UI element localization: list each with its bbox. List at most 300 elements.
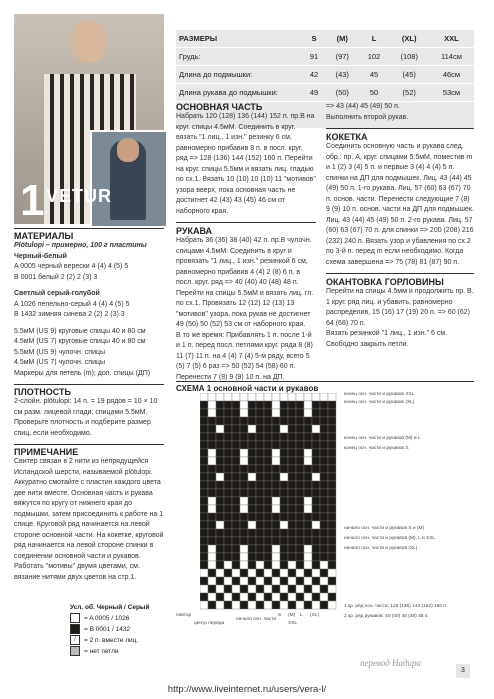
materials-sub: Plötulopi – примерно, 100 г пластины: [14, 242, 147, 249]
chart-cell: [280, 585, 288, 593]
chart-cell: [280, 417, 288, 425]
size-value: 46см: [429, 66, 474, 84]
chart-cell: [312, 545, 320, 553]
chart-cell: [264, 425, 272, 433]
color-b1: A 1026 пепельно-серый 4 (4) 4 (5) 5: [14, 300, 130, 308]
body-text: Набрать 120 (128) 136 (144) 152 п. пр.В на круг. спицы 4.5мМ. Соединить в круг. вязать "1 лиц., 1 изн." резинку 6 см, равномерно прибавив 8 п. в посл. круг. ряд => 128 (136) 144 (152) 160 п. Перейти на круг. спицы 5.5мм и вязать лиц. гладью по сх.1. Вязать 10 (10) 10 (10) 11 "мотивов" узора вверх, пока основная часть не достигнет 42 (43) 43 (45) 46 см от наборного края.: [176, 113, 316, 215]
chart-cell: [256, 505, 264, 513]
chart-cell: [264, 577, 272, 585]
chart-cell: [216, 417, 224, 425]
chart-cell: [328, 425, 336, 433]
chart-cell: [256, 457, 264, 465]
chart-cell: [224, 545, 232, 553]
chart-cell: [208, 505, 216, 513]
chart-cell: [272, 537, 280, 545]
chart-cell: [304, 401, 312, 409]
chart-cell: [320, 585, 328, 593]
chart-cell: [320, 449, 328, 457]
chart-label: конец осн. части и рукавов (XL): [344, 400, 415, 405]
chart-cell: [328, 449, 336, 457]
chart-label: конец осн. части и рукавов XXL: [344, 392, 415, 397]
chart-cell: [216, 505, 224, 513]
chart-label: начало осн. части и рукавов (XL): [344, 546, 418, 551]
chart-cell: [320, 465, 328, 473]
chart-cell: [328, 593, 336, 601]
chart-cell: [256, 577, 264, 585]
size-value: 49: [302, 84, 326, 102]
chart-cell: [208, 473, 216, 481]
chart-cell: [240, 481, 248, 489]
chart-cell: [240, 513, 248, 521]
legend-swatch-grey: [70, 646, 80, 656]
chart-cell: [208, 521, 216, 529]
chart-cell: [280, 393, 288, 401]
chart-cell: [272, 417, 280, 425]
chart-cell: [320, 457, 328, 465]
chart-cell: [256, 401, 264, 409]
chart-cell: [296, 521, 304, 529]
size-value: 91: [302, 48, 326, 66]
chart-cell: [200, 513, 208, 521]
chart-cell: [248, 529, 256, 537]
chart-cell: [240, 457, 248, 465]
chart-cell: [256, 529, 264, 537]
child-head: [117, 138, 139, 162]
chart-cell: [232, 545, 240, 553]
chart-cell: [224, 481, 232, 489]
chart-cell: [216, 521, 224, 529]
chart-cell: [288, 537, 296, 545]
chart-bottom-labels: [176, 613, 346, 639]
chart-cell: [288, 577, 296, 585]
decrease-icon: /: [70, 635, 80, 645]
chart-cell: [208, 433, 216, 441]
chart-cell: [288, 433, 296, 441]
chart-cell: [320, 497, 328, 505]
chart-cell: [272, 593, 280, 601]
chart-cell: [232, 577, 240, 585]
legend-swatch-black: [70, 624, 80, 634]
chart-cell: [200, 577, 208, 585]
chart-cell: [304, 545, 312, 553]
chart-bottom-label: S: [278, 613, 282, 618]
chart-cell: [208, 489, 216, 497]
chart-cell: [328, 441, 336, 449]
chart-cell: [312, 561, 320, 569]
chart-cell: [200, 449, 208, 457]
chart-cell: [208, 417, 216, 425]
chart-cell: [296, 577, 304, 585]
chart-cell: [248, 401, 256, 409]
chart-cell: [280, 409, 288, 417]
chart-cell: [216, 409, 224, 417]
chart-cell: [232, 393, 240, 401]
chart-cell: [312, 593, 320, 601]
chart-cell: [312, 393, 320, 401]
chart-cell: [280, 449, 288, 457]
size-value: (97): [326, 48, 358, 66]
divider: [176, 381, 474, 382]
chart-cell: [272, 553, 280, 561]
chart-cell: [272, 425, 280, 433]
chart-cell: [200, 401, 208, 409]
chart-cell: [280, 521, 288, 529]
size-value: (43): [326, 66, 358, 84]
chart-cell: [216, 545, 224, 553]
chart-cell: [264, 433, 272, 441]
legend-item: = 2 п. вместе лиц.: [84, 637, 139, 644]
chart-cell: [312, 489, 320, 497]
chart-cell: [240, 465, 248, 473]
chart-bottom-label: центр переда: [194, 621, 225, 626]
chart-cell: [280, 401, 288, 409]
chart-cell: [216, 465, 224, 473]
chart-cell: [304, 537, 312, 545]
chart-cell: [312, 457, 320, 465]
chart-cell: [216, 497, 224, 505]
knitting-chart: [200, 393, 340, 613]
chart-cell: [232, 409, 240, 417]
chart-cell: [288, 585, 296, 593]
chart-cell: [328, 409, 336, 417]
chart-cell: [200, 561, 208, 569]
note-title: ПРИМЕЧАНИЕ: [14, 447, 79, 457]
chart-cell: [304, 417, 312, 425]
chart-cell: [320, 545, 328, 553]
chart-cell: [288, 561, 296, 569]
chart-cell: [280, 465, 288, 473]
chart-cell: [312, 433, 320, 441]
chart-cell: [208, 529, 216, 537]
chart-cell: [304, 393, 312, 401]
chart-cell: [320, 393, 328, 401]
chart-cell: [232, 497, 240, 505]
chart-cell: [216, 513, 224, 521]
chart-cell: [264, 449, 272, 457]
chart-cell: [320, 409, 328, 417]
chart-cell: [280, 497, 288, 505]
legend-title: Усл. об. Черный / Серый: [70, 604, 150, 611]
chart-cell: [272, 529, 280, 537]
chart-bottom-label: XXL: [288, 621, 298, 626]
chart-cell: [264, 601, 272, 609]
chart-cell: [216, 393, 224, 401]
chart-cell: [256, 409, 264, 417]
chart-cell: [288, 465, 296, 473]
chart-cell: [240, 561, 248, 569]
chart-cell: [256, 497, 264, 505]
chart-cell: [240, 545, 248, 553]
chart-cell: [312, 465, 320, 473]
chart-cell: [328, 457, 336, 465]
chart-cell: [256, 417, 264, 425]
chart-cell: [288, 417, 296, 425]
chart-cell: [320, 569, 328, 577]
chart-legend: [70, 602, 149, 657]
yoke-text: Соединить основную часть и рукава след. обр.: пр. А, круг. спицами 5.5мМ, поместив m и 1 (2) 3 (4) 5 п. и первые 3 (4) 4 (4) 5 п. спинки на ДП для подмышек. Лиц. 43 (44) 45 (49) 50 п. 1-го рукава. Лиц. 57 (60) 63 (67) 70 п. основ. части. Перенести следующие 7 (8) 9 (9) 10 п. основ. части на ДП для подмышек. Лиц. 43 (44) 45 (49) 50 п. 2-го рукава. Лиц. 57 (60) 63 (67) 70 п. для спинки => 200 (208) 216 (232) 240 п. Вязать узор и убавления по сх.2 по 3-й п. перед m если необходимо. Когда схема завершена => 75 (78) 81 (87) 90 п.: [326, 143, 474, 266]
chart-cell: [296, 553, 304, 561]
middle-column: [176, 102, 316, 383]
chart-cell: [240, 601, 248, 609]
chart-cell: [208, 449, 216, 457]
color-set-b-title: Светлый серый-голубой: [14, 290, 100, 297]
chart-cell: [200, 553, 208, 561]
chart-cell: [256, 601, 264, 609]
chart-cell: [224, 409, 232, 417]
chart-cell: [296, 537, 304, 545]
chart-cell: [264, 401, 272, 409]
chart-cell: [232, 553, 240, 561]
chart-cell: [272, 433, 280, 441]
chart-cell: [240, 393, 248, 401]
chart-cell: [224, 553, 232, 561]
chart-cell: [320, 425, 328, 433]
size-value: (52): [390, 84, 429, 102]
chart-cell: [224, 449, 232, 457]
note-text: Свитер связан в 2 нити из непрядущейся Исландской шерсти, называемой plötulopi. Аккуратно смотайте с пластин каждого цвета две нити вместе. Основная часть и рукава вяжутся по кругу от нижнего края до подмышки, затем присоединить к работе на 1 спице. Круговой ряд начинается на левой стороне основной части. На кокетке, круговой ряд начинается на левой стороне спинки в соединении основной части и рукавов. Работать "мотивы" двумя цветами, см. вязание нитями двух цветов на стр.1.: [14, 458, 164, 581]
chart-cell: [288, 473, 296, 481]
chart-cell: [256, 553, 264, 561]
chart-cell: [264, 505, 272, 513]
chart-cell: [296, 465, 304, 473]
chart-cell: [320, 513, 328, 521]
chart-cell: [288, 513, 296, 521]
chart-cell: [200, 505, 208, 513]
chart-cell: [208, 481, 216, 489]
chart-cell: [312, 441, 320, 449]
chart-cell: [280, 457, 288, 465]
chart-cell: [304, 601, 312, 609]
chart-cell: [312, 553, 320, 561]
chart-cell: [240, 401, 248, 409]
chart-cell: [216, 473, 224, 481]
chart-cell: [200, 425, 208, 433]
sizes-head-m: (M): [326, 30, 358, 48]
chart-cell: [280, 593, 288, 601]
chart-cell: [224, 465, 232, 473]
chart-cell: [312, 601, 320, 609]
chart-cell: [288, 553, 296, 561]
chart-label: конец осн. части и рукавов (M) и L: [344, 436, 421, 441]
chart-cell: [240, 449, 248, 457]
chart-cell: [264, 513, 272, 521]
chart-cell: [296, 497, 304, 505]
chart-cell: [264, 465, 272, 473]
chart-cell: [312, 569, 320, 577]
chart-cell: [288, 497, 296, 505]
chart-cell: [288, 569, 296, 577]
chart-cell: [240, 577, 248, 585]
chart-cell: [208, 569, 216, 577]
color-set-a-title: Черный-белый: [14, 252, 67, 260]
chart-cell: [328, 401, 336, 409]
chart-cell: [232, 513, 240, 521]
chart-cell: [224, 521, 232, 529]
chart-cell: [216, 601, 224, 609]
sizes-head-label: РАЗМЕРЫ: [176, 30, 302, 48]
chart-cell: [216, 449, 224, 457]
chart-cell: [240, 409, 248, 417]
chart-cell: [208, 425, 216, 433]
chart-cell: [280, 441, 288, 449]
chart-cell: [304, 577, 312, 585]
chart-cell: [296, 449, 304, 457]
chart-cell: [328, 537, 336, 545]
chart-cell: [200, 473, 208, 481]
chart-cell: [296, 417, 304, 425]
chart-cell: [232, 505, 240, 513]
chart-cell: [288, 393, 296, 401]
chart-cell: [200, 433, 208, 441]
chart-cell: [304, 529, 312, 537]
chart-cell: [208, 593, 216, 601]
chart-cell: [232, 561, 240, 569]
chart-cell: [200, 481, 208, 489]
chart-cell: [280, 529, 288, 537]
chart-cell: [264, 537, 272, 545]
chart-cell: [216, 481, 224, 489]
chart-cell: [256, 513, 264, 521]
chart-cell: [280, 473, 288, 481]
size-value: 114см: [429, 48, 474, 66]
chart-cell: [312, 425, 320, 433]
chart-cell: [200, 393, 208, 401]
chart-title: СХЕМА 1 основной части и рукавов: [176, 384, 319, 393]
chart-cell: [240, 585, 248, 593]
chart-cell: [288, 601, 296, 609]
chart-cell: [240, 593, 248, 601]
chart-cell: [200, 585, 208, 593]
chart-cell: [224, 497, 232, 505]
chart-cell: [320, 593, 328, 601]
chart-cell: [288, 401, 296, 409]
chart-cell: [232, 481, 240, 489]
yoke-title: КОКЕТКА: [326, 132, 368, 142]
chart-cell: [320, 433, 328, 441]
chart-cell: [264, 489, 272, 497]
divider: [326, 273, 474, 274]
chart-cell: [256, 433, 264, 441]
chart-cell: [200, 545, 208, 553]
legend-item: = B 0001 / 1432: [84, 626, 131, 633]
chart-cell: [248, 497, 256, 505]
sleeve-text: Набрать 36 (36) 38 (40) 42 п. пр.В чулочн. спицами 4.5мМ. Соединить в круг и провязать "1 лиц., 1 изн." резинкой 6 см, равномерно прибавив 4 (4) 2 (8) 6 п. в посл. круг. ряд => 40 (40) 40 (48) 48 п. Перейти на спицы 5.5мМ и вязать лиц. гл. по сх.1. Провязать 12 (12) 12 (13) 13 "мотивов" узора, пока рукав не достигнет 49 (50) 50 (52) 53 см от наборного края.: [176, 237, 314, 328]
chart-cell: [328, 553, 336, 561]
chart-cell: [216, 425, 224, 433]
chart-cell: [240, 569, 248, 577]
chart-cell: [232, 417, 240, 425]
chart-cell: [288, 457, 296, 465]
chart-cell: [256, 489, 264, 497]
chart-cell: [320, 417, 328, 425]
chart-cell: [232, 457, 240, 465]
chart-cell: [256, 593, 264, 601]
chart-cell: [232, 521, 240, 529]
chart-cell: [320, 489, 328, 497]
chart-cell: [304, 505, 312, 513]
chart-cell: [224, 505, 232, 513]
chart-cell: [272, 521, 280, 529]
size-value: (45): [390, 66, 429, 84]
chart-cell: [296, 409, 304, 417]
chart-cell: [264, 529, 272, 537]
chart-cell: [248, 561, 256, 569]
chart-cell: [320, 481, 328, 489]
chart-cell: [320, 401, 328, 409]
chart-cell: [328, 529, 336, 537]
chart-cell: [328, 545, 336, 553]
chart-cell: [232, 433, 240, 441]
chart-cell: [256, 425, 264, 433]
chart-cell: [200, 593, 208, 601]
chart-cell: [232, 449, 240, 457]
chart-cell: [272, 401, 280, 409]
chart-cell: [328, 521, 336, 529]
chart-cell: [256, 561, 264, 569]
chart-cell: [304, 425, 312, 433]
chart-cell: [264, 553, 272, 561]
neck-title: ОКАНТОВКА ГОРЛОВИНЫ: [326, 277, 444, 287]
chart-cell: [264, 561, 272, 569]
chart-cell: [320, 537, 328, 545]
chart-cell: [288, 449, 296, 457]
chart-cell: [272, 409, 280, 417]
chart-cell: [296, 473, 304, 481]
chart-cell: [288, 545, 296, 553]
chart-cell: [240, 489, 248, 497]
chart-cell: [240, 521, 248, 529]
chart-cell: [232, 441, 240, 449]
chart-cell: [248, 545, 256, 553]
chart-cell: [312, 537, 320, 545]
chart-cell: [280, 569, 288, 577]
chart-cell: [232, 401, 240, 409]
chart-cell: [296, 433, 304, 441]
chart-cell: [200, 489, 208, 497]
body-title: ОСНОВНАЯ ЧАСТЬ: [176, 102, 263, 112]
right-column: [326, 102, 474, 350]
chart-cell: [264, 417, 272, 425]
chart-cell: [216, 577, 224, 585]
chart-cell: [328, 417, 336, 425]
chart-cell: [304, 553, 312, 561]
gauge-title: ПЛОТНОСТЬ: [14, 387, 72, 397]
chart-cell: [296, 481, 304, 489]
size-row-label: Длина рукава до подмышки:: [176, 84, 302, 102]
chart-caption-2: 2 кр. ряд рукавов: 40 (40) 40 (48) 48 п.: [344, 614, 429, 619]
chart-cell: [248, 489, 256, 497]
chart-cell: [296, 401, 304, 409]
chart-cell: [224, 537, 232, 545]
size-row-label: Грудь:: [176, 48, 302, 66]
chart-cell: [296, 561, 304, 569]
source-url[interactable]: http://www.liveinternet.ru/users/vera-l/: [167, 684, 327, 695]
gauge-text: 2-слойн. plötulopi: 14 п. = 19 рядов = 10 × 10 см разм. лицевой глади, спицами 5.5мМ. Проверьте плотность и подберите размер спиц, если необходимо.: [14, 398, 158, 437]
sizes-head-xxl: XXL: [429, 30, 474, 48]
pattern-number: 1: [20, 176, 45, 225]
chart-cell: [200, 569, 208, 577]
chart-cell: [328, 433, 336, 441]
chart-cell: [296, 489, 304, 497]
chart-cell: [304, 585, 312, 593]
chart-cell: [272, 473, 280, 481]
chart-cell: [232, 593, 240, 601]
chart-cell: [264, 481, 272, 489]
chart-cell: [208, 401, 216, 409]
chart-cell: [224, 529, 232, 537]
chart-cell: [296, 569, 304, 577]
chart-cell: [200, 457, 208, 465]
